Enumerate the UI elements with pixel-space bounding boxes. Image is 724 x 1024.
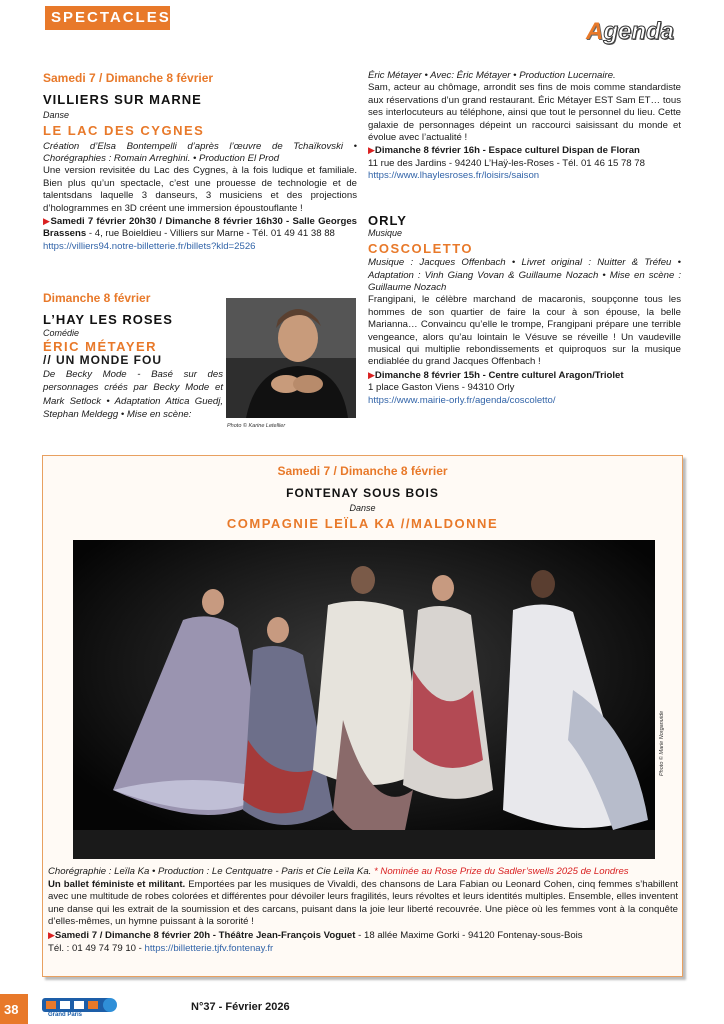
event-description: Frangipani, le célèbre marchand de macaronis, soupçonne tous les hommes de son quartier de faire la cour à son épouse, la belle Marianna… Convaincu qu’elle le trompe, Frangipani prépare une terrible vengeance, alors qu’au lointain le Vésuve se réveille ! Un vaudeville musical qui multiplie rebondissements et quiproquos sur la musique endiablée du grand Jacques Offenbach !: [368, 294, 681, 368]
event-genre: Comédie: [43, 327, 80, 338]
event-nomination: * Nominée au Rose Prize du Sadler’swells 2025 de Londres: [371, 866, 629, 877]
event-lead: Un ballet féministe et militant.: [48, 878, 186, 890]
event-address: 11 rue des Jardins - 94240 L’Haÿ-les-Roses - Tél. 01 46 15 78 78: [368, 157, 645, 169]
logo-caption: Grand Paris: [48, 1012, 83, 1018]
event-credits: Musique : Jacques Offenbach • Livret original : Nuitter & Tréfeu • Adaptation : Vinh Giang Vovan & Guillaume Nozach • Mise en scène : Guillaume Nozach: [368, 257, 681, 294]
event-title: COMPAGNIE LEÏLA KA //MALDONNE: [226, 516, 499, 531]
event-address: - 18 allée Maxime Gorki - 94120 Fontenay-sous-Bois: [355, 929, 583, 941]
issue-number: N°37 - Février 2026: [191, 1001, 290, 1013]
agenda-logo-rest: genda: [603, 18, 675, 45]
event-description: Sam, acteur au chômage, arrondit ses fins de mois comme standardiste aux réservations d’un grand restaurant. Éric Métayer EST Sam ET… tous ses interlocuteurs au téléphone, ainsi que tout le personnel du lieu. Cette galaxie de personnages dépeint un raccourci saisissant du monde et évolue avec l’actualité !: [368, 82, 681, 144]
event-phone: Tél. : 01 49 74 79 10 -: [48, 942, 145, 954]
agenda-logo-initial: A: [586, 18, 604, 45]
agenda-logo: [586, 18, 674, 46]
event-city: ORLY: [368, 213, 407, 228]
event-address: 1 place Gaston Viens - 94310 Orly: [368, 382, 515, 394]
event-title: ÉRIC MÉTAYER: [43, 339, 158, 355]
event-date: Samedi 7 / Dimanche 8 février: [277, 464, 448, 478]
event-subtitle: // UN MONDE FOU: [43, 352, 162, 367]
event-city: FONTENAY SOUS BOIS: [286, 486, 439, 500]
event-venue: Samedi 7 février 20h30 / Dimanche 8 février 16h30 - Salle Georges Brassens: [43, 216, 357, 240]
event-credits-cont: Éric Métayer • Avec: Éric Métayer • Production Lucernaire.: [368, 70, 616, 81]
event-credits: Chorégraphie : Leïla Ka • Production : Le Centquatre - Paris et Cie Leïla Ka.: [48, 866, 372, 877]
arrow-icon: ▶: [368, 145, 375, 156]
event-venue: Dimanche 8 février 16h - Espace culturel Dispan de Floran: [374, 145, 640, 157]
event-link[interactable]: https://www.lhaylesroses.fr/loisirs/saison: [368, 170, 540, 182]
event-genre: Danse: [349, 503, 376, 513]
event-city: L’HAY LES ROSES: [43, 312, 173, 328]
event-date: Samedi 7 / Dimanche 8 février: [43, 71, 214, 85]
event-description: Emportées par les musiques de Vivaldi, des chansons de Lara Fabian ou Leonard Cohen, cinq femmes s’habillent avec une multitude de robes colorées et différentes pour dévoiler leurs fragilités, leurs révoltes et leurs identités multiples. Ensemble, elles inventent une danse qui les extrait de la soumission et des carcans, puisant dans la joie leur liberté recouvrée. Une pièce où les femmes vont à la conquête d’elles-mêmes, un hymne puissant à la sororité !: [48, 878, 678, 928]
event-villiers: [43, 72, 357, 253]
event-link[interactable]: https://villiers94.notre-billetterie.fr/billets?kld=2526: [43, 240, 256, 252]
photo-eric-metayer: [226, 298, 356, 418]
arrow-icon: ▶: [368, 369, 375, 380]
event-description: Une version revisitée du Lac des Cygnes, à la fois ludique et familiale. Bien plus qu’un spectacle, c’est une prouesse de technologie et de talentsdans laquelle 3 danseurs, 3 musiciens et des projections d’hologrammes en 3D créent une immersion époustouflante !: [43, 165, 357, 214]
event-link[interactable]: https://www.mairie-orly.fr/agenda/coscoletto/: [368, 394, 556, 406]
photo-credit: Photo © Karine Letellier: [227, 423, 286, 429]
photo-dance-maldonne: [73, 540, 655, 859]
event-credits: De Becky Mode - Basé sur des personnages créés par Becky Mode et Mark Setlock • Adaptation Attica Guedj, Stephan Meldegg • Mise en scène:: [43, 369, 223, 421]
magazine-logo: [42, 996, 120, 1020]
event-genre: Danse: [43, 109, 70, 120]
event-genre: Musique: [368, 228, 403, 239]
event-title: LE LAC DES CYGNES: [43, 123, 205, 139]
event-body: [48, 866, 678, 955]
event-fontenay-box: [42, 455, 683, 977]
event-link[interactable]: https://billetterie.tjfv.fontenay.fr: [144, 942, 274, 954]
section-tag: SPECTACLES: [45, 6, 170, 30]
event-date: Dimanche 8 février: [43, 291, 151, 305]
arrow-icon: ▶: [48, 929, 55, 940]
photo-credit: Photo © Marie Norganuide: [659, 710, 665, 776]
event-title: COSCOLETTO: [368, 240, 474, 256]
arrow-icon: ▶: [43, 216, 51, 227]
event-orly: [368, 215, 681, 407]
event-city: VILLIERS SUR MARNE: [43, 92, 202, 108]
event-venue: Samedi 7 / Dimanche 8 février 20h - Théâtre Jean-François Voguet: [54, 929, 356, 941]
event-hay-continued: [368, 70, 681, 183]
event-credits: Création d’Elsa Bontempelli d’après l’œuvre de Tchaïkovski • Chorégraphies : Romain Arreghini. • Production El Prod: [43, 140, 357, 165]
event-venue: Dimanche 8 février 15h - Centre culturel Aragon/Triolet: [374, 369, 624, 381]
event-hay: [43, 292, 223, 422]
event-address: - 4, rue Boieldieu - Villiers sur Marne - Tél. 01 49 41 38 88: [86, 228, 335, 240]
page-number: 38: [0, 994, 28, 1024]
